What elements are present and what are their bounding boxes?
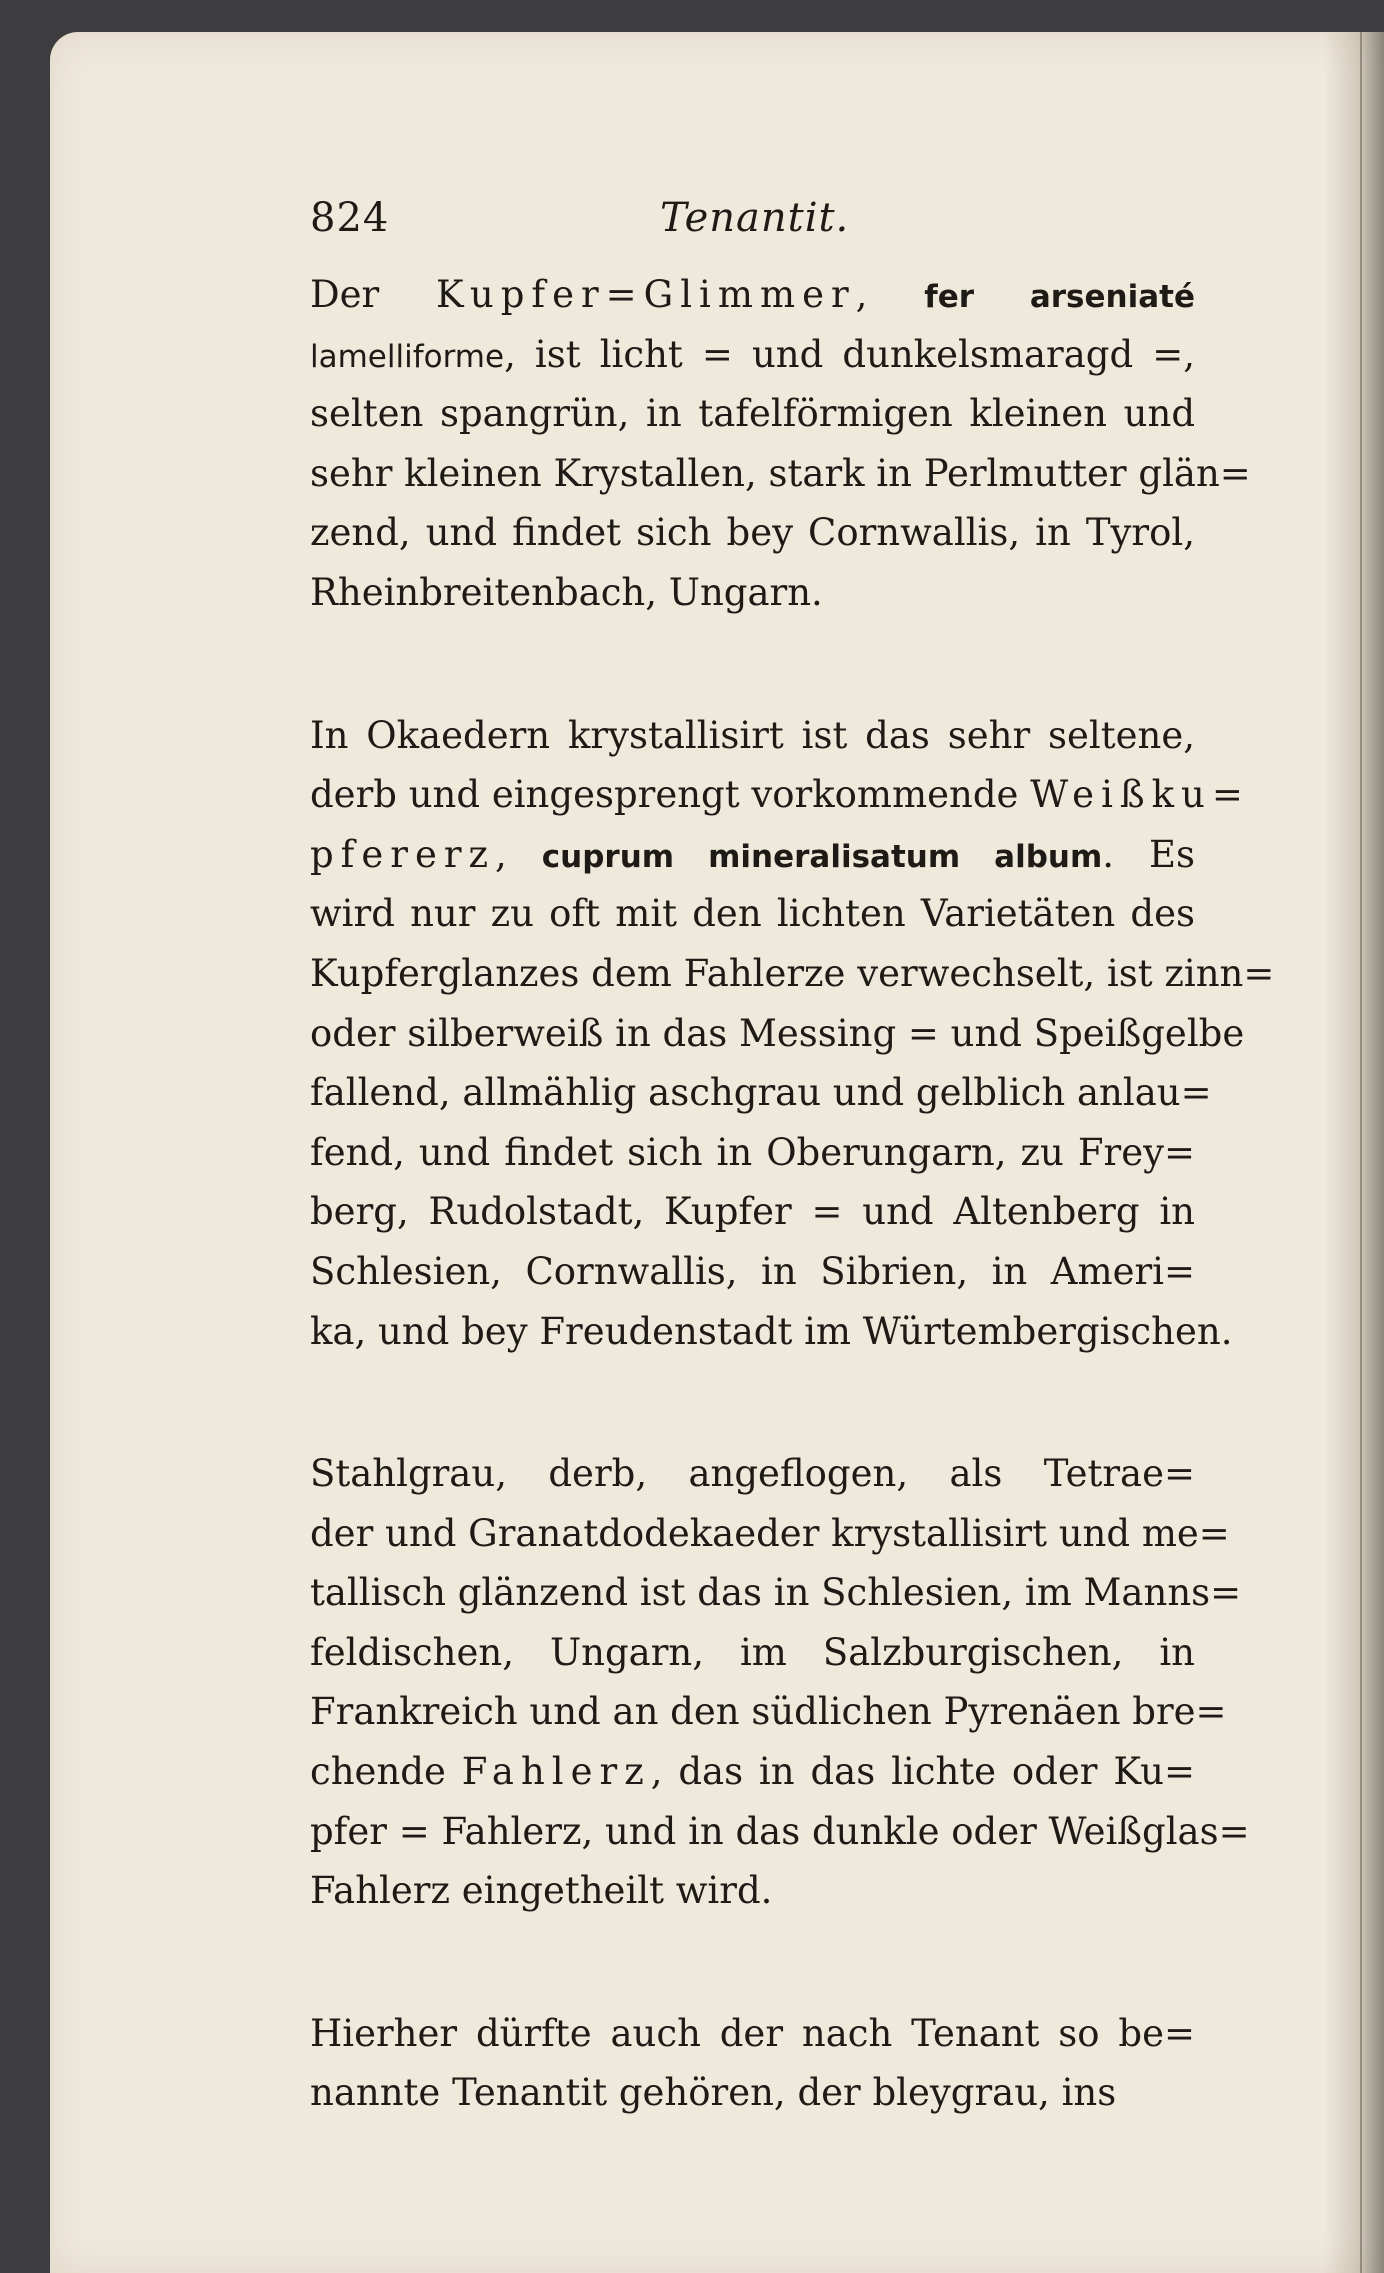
text-run: tallisch glänzend ist das in Schlesien, im Manns= <box>310 1571 1242 1615</box>
paragraph <box>310 265 1251 623</box>
running-title: Tenantit. <box>660 195 850 241</box>
text-run: feldischen, Ungarn, im Salzburgischen, in <box>310 1630 1195 1674</box>
spaced-term: Kupfer=Glimmer <box>436 273 856 316</box>
text-line <box>310 1623 1195 1683</box>
text-run: pfer = Fahlerz, und in das dunkle oder Weißglas= <box>310 1809 1250 1853</box>
text-run: nannte Tenantit gehören, der bleygrau, ins <box>310 2071 1117 2115</box>
text-run: Hierher dürfte auch der nach Tenant so be= <box>310 2011 1195 2055</box>
paragraph <box>310 2004 1195 2123</box>
spaced-term: Fahlerz <box>461 1750 651 1794</box>
text-line <box>310 1563 1242 1623</box>
text-line <box>310 825 1195 885</box>
text-line <box>310 1004 1245 1064</box>
body-text <box>310 265 1275 2123</box>
text-line <box>310 2004 1195 2064</box>
page-gutter-shadow <box>1324 32 1384 2273</box>
text-run: . Es <box>1102 832 1195 876</box>
spaced-term: pfererz <box>310 832 496 876</box>
text-run: Der <box>310 273 437 316</box>
text-run: fallend, allmählig aschgrau und gelblich anlau= <box>310 1071 1212 1115</box>
text-line <box>310 2063 1195 2123</box>
text-run: chende <box>310 1750 462 1794</box>
text-run: berg, Rudolstadt, Kupfer = und Altenberg in <box>310 1190 1195 1234</box>
text-line <box>310 1063 1212 1123</box>
text-line <box>310 1682 1227 1742</box>
paragraph <box>310 1444 1250 1921</box>
text-run: , <box>855 273 925 316</box>
text-run: Frankreich und an den südlichen Pyrenäen bre= <box>310 1690 1227 1734</box>
text-line <box>310 325 1195 385</box>
latin-term: lamelliforme <box>310 338 505 375</box>
text-run: der und Granatdodekaeder krystallisirt und me= <box>310 1511 1230 1555</box>
text-run: zend, und findet sich bey Cornwallis, in Tyrol, <box>310 511 1195 555</box>
text-run: In Okaedern krystallisirt ist das sehr seltene, <box>310 713 1195 757</box>
text-run: fend, und findet sich in Oberungarn, zu Frey= <box>310 1130 1195 1174</box>
page-edge <box>1360 32 1362 2273</box>
text-line <box>310 384 1195 444</box>
text-run: Rheinbreitenbach, Ungarn. <box>310 570 823 614</box>
text-line <box>310 1444 1195 1504</box>
text-run: Stahlgrau, derb, angeflogen, als Tetrae= <box>310 1452 1195 1496</box>
text-run: sehr kleinen Krystallen, stark in Perlmutter glän= <box>310 451 1251 495</box>
text-line <box>310 1123 1195 1183</box>
text-run: , ist licht = und dunkelsmaragd =, <box>504 332 1195 376</box>
paragraph <box>310 706 1275 1362</box>
text-run: selten spangrün, in tafelförmigen kleinen und <box>310 392 1195 436</box>
text-run: Schlesien, Cornwallis, in Sibrien, in Ameri= <box>310 1249 1195 1293</box>
text-run: wird nur zu oft mit den lichten Varietäten des <box>310 892 1195 936</box>
text-line <box>310 1242 1195 1302</box>
text-run: derb und eingesprengt vorkommende <box>310 773 1031 817</box>
latin-term: fer arseniaté <box>924 279 1195 315</box>
text-run: , <box>495 832 542 876</box>
latin-term: cuprum mineralisatum album <box>541 838 1103 875</box>
text-line <box>310 765 1250 825</box>
paragraph-gap <box>310 1361 1195 1444</box>
text-run: , das in das lichte oder Ku= <box>650 1750 1195 1794</box>
text-line <box>310 1302 1233 1362</box>
text-line <box>310 265 1195 325</box>
text-run: Kupferglanzes dem Fahlerze verwechselt, ist zinn= <box>310 951 1275 995</box>
paragraph-gap <box>310 1921 1195 2004</box>
paragraph-gap <box>310 623 1195 706</box>
text-run: ka, und bey Freudenstadt im Würtembergischen. <box>310 1309 1233 1353</box>
text-line <box>310 944 1275 1004</box>
text-line <box>310 1802 1250 1862</box>
running-head <box>310 195 1195 265</box>
text-line <box>310 444 1251 504</box>
spaced-term: Weißku= <box>1030 773 1250 817</box>
text-line <box>310 884 1195 944</box>
page-number: 824 <box>310 195 390 241</box>
text-line <box>310 1861 1195 1921</box>
text-run: Fahlerz eingetheilt wird. <box>310 1869 773 1913</box>
text-line <box>310 563 1195 623</box>
text-line <box>310 1504 1230 1564</box>
text-line <box>310 1182 1195 1242</box>
text-line <box>310 503 1195 563</box>
text-run: oder silberweiß in das Messing = und Speißgelbe <box>310 1011 1245 1055</box>
text-line <box>310 1742 1195 1802</box>
text-line <box>310 706 1195 766</box>
page-text-block <box>310 195 1275 2123</box>
